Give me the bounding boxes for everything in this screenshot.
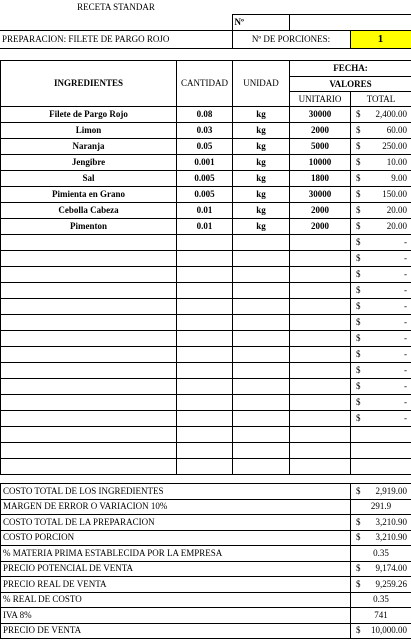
currency-symbol: $ [356,237,361,247]
ingredients-body [1,107,411,475]
summary-value[interactable] [351,530,411,546]
currency-symbol: $ [356,333,361,343]
summary-label: COSTO PORCION [1,530,351,546]
ingredient-row [1,171,411,187]
empty-cell[interactable] [1,235,177,251]
ingredient-name[interactable]: Filete de Pargo Rojo [1,107,177,123]
money-wrap [353,286,409,295]
empty-row [1,267,411,283]
ingredient-unit[interactable]: kg [233,123,290,139]
header-table [0,0,411,60]
portions-value[interactable]: 1 [350,30,411,48]
ingredient-row [1,219,411,235]
empty-cell[interactable] [233,267,290,283]
summary-row [1,499,411,515]
empty-row [1,331,411,347]
currency-symbol: $ [356,317,361,327]
summary-table [0,483,411,639]
money-value: 60.00 [386,125,407,135]
summary-row [1,530,411,546]
empty-cell[interactable] [233,443,290,459]
empty-cell[interactable] [177,347,233,363]
empty-cell[interactable] [233,363,290,379]
ingredient-unit[interactable]: kg [233,219,290,235]
currency-symbol: $ [356,397,361,407]
currency-symbol: $ [356,253,361,263]
ingredient-name[interactable]: Cebolla Cabeza [1,203,177,219]
currency-symbol: $ [356,381,361,391]
summary-value[interactable]: 0.35 [351,546,411,562]
money-wrap [353,238,409,247]
ingredient-row [1,187,411,203]
summary-value[interactable] [351,515,411,531]
empty-cell[interactable] [290,395,351,411]
ingredient-price[interactable]: 1800 [290,171,351,187]
col-cantidad: CANTIDAD [177,61,233,107]
empty-cell[interactable] [177,331,233,347]
ingredient-qty[interactable]: 0.08 [177,107,233,123]
empty-cell[interactable] [1,315,177,331]
currency-symbol: $ [356,141,361,151]
currency-symbol: $ [356,173,361,183]
money-value: 150.00 [382,189,407,199]
money-value: 9,259.26 [375,578,407,589]
empty-cell[interactable] [233,235,290,251]
money-value: 2,919.00 [375,485,407,496]
empty-cell[interactable] [1,331,177,347]
portions-label: Nº DE PORCIONES: [232,30,350,48]
currency-symbol: $ [356,578,361,589]
money-value: 10,000.00 [371,625,407,636]
blank-cell [350,0,411,14]
empty-row [1,299,411,315]
money-wrap [353,206,409,215]
empty-cell[interactable] [290,267,351,283]
money-wrap [353,350,409,359]
money-value: - [404,317,407,327]
money-value: - [404,413,407,423]
ingredient-qty[interactable]: 0.05 [177,139,233,155]
empty-cell[interactable] [351,427,411,443]
col-unitario: UNITARIO [290,92,351,107]
ingredient-name[interactable]: Sal [1,171,177,187]
money-value: 3,210.90 [375,532,407,543]
empty-cell[interactable] [290,411,351,427]
ingredient-total[interactable] [351,107,411,123]
empty-cell[interactable] [233,251,290,267]
money-wrap [353,398,409,407]
empty-cell[interactable] [177,315,233,331]
money-wrap [353,518,409,527]
ingredient-total[interactable] [351,155,411,171]
currency-symbol: $ [356,109,361,119]
money-wrap [353,126,409,135]
empty-cell[interactable] [177,299,233,315]
summary-label: % REAL DE COSTO [1,592,351,608]
ingredient-unit[interactable]: kg [233,107,290,123]
currency-symbol: $ [356,413,361,423]
summary-row [1,592,411,608]
empty-cell[interactable] [177,251,233,267]
empty-total[interactable] [351,347,411,363]
empty-row [1,347,411,363]
empty-cell[interactable] [1,299,177,315]
ingredient-row [1,155,411,171]
empty-total[interactable] [351,315,411,331]
empty-cell[interactable] [177,411,233,427]
empty-total[interactable] [351,299,411,315]
summary-body [1,484,411,639]
empty-cell[interactable] [290,443,351,459]
ingredient-qty[interactable]: 0.01 [177,203,233,219]
blank-cell [232,0,289,14]
summary-row [1,515,411,531]
empty-row [1,443,411,459]
money-wrap [353,190,409,199]
ingredient-row [1,203,411,219]
ingredient-qty[interactable]: 0.01 [177,219,233,235]
summary-value[interactable]: 0.35 [351,592,411,608]
empty-cell[interactable] [290,427,351,443]
empty-cell[interactable] [1,443,177,459]
currency-symbol: $ [356,349,361,359]
empty-cell[interactable] [1,395,177,411]
empty-row [1,283,411,299]
money-wrap [353,254,409,263]
empty-cell[interactable] [290,251,351,267]
empty-row [1,235,411,251]
money-value: - [404,333,407,343]
numero-label: Nº [232,14,289,30]
empty-row [1,379,411,395]
empty-total[interactable] [351,267,411,283]
money-wrap [353,222,409,231]
ingredient-price[interactable]: 2000 [290,123,351,139]
empty-cell[interactable] [233,379,290,395]
col-valores: VALORES [290,77,411,92]
empty-cell[interactable] [290,299,351,315]
currency-symbol: $ [356,125,361,135]
empty-row [1,315,411,331]
ingredient-total[interactable] [351,187,411,203]
summary-label: PRECIO DE VENTA [1,623,351,639]
empty-row [1,363,411,379]
empty-cell[interactable] [1,283,177,299]
summary-value[interactable]: 741 [351,608,411,624]
empty-row [1,411,411,427]
blank-cell [0,14,232,30]
numero-value[interactable] [289,14,411,30]
ingredient-total[interactable] [351,203,411,219]
money-value: 20.00 [386,205,407,215]
money-wrap [353,318,409,327]
money-wrap [353,626,409,635]
summary-label: PRECIO POTENCIAL DE VENTA [1,561,351,577]
empty-total[interactable] [351,363,411,379]
empty-cell[interactable] [1,427,177,443]
currency-symbol: $ [356,221,361,231]
ingredient-name[interactable]: Pimienta en Grano [1,187,177,203]
recipe-title: RECETA STANDAR [77,1,155,12]
summary-row [1,577,411,593]
empty-total[interactable] [351,379,411,395]
ingredient-price[interactable]: 5000 [290,139,351,155]
ingredient-price[interactable]: 10000 [290,155,351,171]
ingredient-price[interactable]: 30000 [290,107,351,123]
empty-total[interactable] [351,395,411,411]
money-wrap [353,174,409,183]
empty-total[interactable] [351,411,411,427]
money-value: 2,400.00 [375,109,407,119]
currency-symbol: $ [356,563,361,574]
summary-row [1,608,411,624]
ingredient-unit[interactable]: kg [233,203,290,219]
summary-label: MARGEN DE ERROR O VARIACION 10% [1,499,351,515]
summary-label: COSTO TOTAL DE LA PREPARACION [1,515,351,531]
ingredient-name[interactable]: Pimenton [1,219,177,235]
money-wrap [353,110,409,119]
ingredient-name[interactable]: Limon [1,123,177,139]
ingredient-name[interactable]: Jengibre [1,155,177,171]
empty-cell[interactable] [1,459,177,475]
empty-cell[interactable] [1,363,177,379]
empty-cell[interactable] [177,459,233,475]
money-value: 20.00 [386,221,407,231]
money-wrap [353,270,409,279]
money-wrap [353,142,409,151]
summary-row [1,484,411,500]
ingredient-total[interactable] [351,123,411,139]
empty-cell[interactable] [233,427,290,443]
ingredient-unit[interactable]: kg [233,155,290,171]
summary-row [1,546,411,562]
currency-symbol: $ [356,269,361,279]
money-value: - [404,269,407,279]
empty-cell[interactable] [177,443,233,459]
summary-label: IVA 8% [1,608,351,624]
empty-cell[interactable] [233,315,290,331]
currency-symbol: $ [356,205,361,215]
currency-symbol: $ [356,285,361,295]
currency-symbol: $ [356,516,361,527]
money-wrap [353,382,409,391]
ingredient-total[interactable] [351,219,411,235]
empty-row [1,459,411,475]
empty-cell[interactable] [177,267,233,283]
money-wrap [353,564,409,573]
money-wrap [353,158,409,167]
money-wrap [353,580,409,589]
ingredient-unit[interactable]: kg [233,187,290,203]
empty-cell[interactable] [177,427,233,443]
empty-cell[interactable] [233,459,290,475]
currency-symbol: $ [356,532,361,543]
empty-row [1,427,411,443]
summary-value[interactable] [351,561,411,577]
spacer-row [0,48,411,60]
currency-symbol: $ [356,485,361,496]
empty-cell[interactable] [177,395,233,411]
ingredient-price[interactable]: 30000 [290,187,351,203]
summary-value[interactable] [351,623,411,639]
empty-cell[interactable] [290,459,351,475]
ingredient-qty[interactable]: 0.005 [177,187,233,203]
ingredient-unit[interactable]: kg [233,171,290,187]
ingredient-total[interactable] [351,171,411,187]
summary-value[interactable] [351,484,411,500]
money-value: 250.00 [382,141,407,151]
ingredient-row [1,139,411,155]
col-total: TOTAL [351,92,411,107]
empty-cell[interactable] [177,379,233,395]
ingredient-unit[interactable]: kg [233,139,290,155]
money-value: - [404,253,407,263]
col-unidad: UNIDAD [233,61,290,107]
empty-cell[interactable] [290,235,351,251]
money-wrap [353,487,409,496]
empty-cell[interactable] [290,379,351,395]
empty-cell[interactable] [177,283,233,299]
empty-total[interactable] [351,235,411,251]
money-value: - [404,301,407,311]
currency-symbol: $ [356,365,361,375]
money-value: - [404,237,407,247]
money-wrap [353,366,409,375]
empty-cell[interactable] [290,363,351,379]
empty-cell[interactable] [233,395,290,411]
empty-cell[interactable] [177,363,233,379]
money-wrap [353,302,409,311]
summary-value[interactable] [351,577,411,593]
ingredient-price[interactable]: 2000 [290,219,351,235]
empty-cell[interactable] [233,347,290,363]
ingredient-price[interactable]: 2000 [290,203,351,219]
money-value: - [404,285,407,295]
empty-cell[interactable] [1,251,177,267]
money-value: 9.00 [391,173,407,183]
money-value: 3,210.90 [375,516,407,527]
money-value: - [404,365,407,375]
empty-cell[interactable] [290,347,351,363]
currency-symbol: $ [356,625,361,636]
money-wrap [353,533,409,542]
empty-cell[interactable] [290,315,351,331]
summary-row [1,623,411,639]
ingredient-qty[interactable]: 0.03 [177,123,233,139]
col-ingredientes: INGREDIENTES [1,61,177,107]
empty-cell[interactable] [351,443,411,459]
money-wrap [353,334,409,343]
money-value: - [404,349,407,359]
empty-cell[interactable] [233,283,290,299]
empty-cell[interactable] [177,235,233,251]
money-value: 9,174.00 [375,563,407,574]
money-wrap [353,414,409,423]
currency-symbol: $ [356,189,361,199]
col-fecha: FECHA: [290,61,411,77]
ingredient-total[interactable] [351,139,411,155]
empty-cell[interactable] [233,331,290,347]
ingredient-row [1,107,411,123]
empty-cell[interactable] [1,379,177,395]
empty-total[interactable] [351,283,411,299]
empty-total[interactable] [351,251,411,267]
empty-cell[interactable] [1,347,177,363]
summary-label: % MATERIA PRIMA ESTABLECIDA POR LA EMPRESA [1,546,351,562]
empty-cell[interactable] [233,411,290,427]
ingredient-name[interactable]: Naranja [1,139,177,155]
ingredient-qty[interactable]: 0.005 [177,171,233,187]
preparation-label: PREPARACION: FILETE DE PARGO ROJO [0,30,232,48]
ingredient-qty[interactable]: 0.001 [177,155,233,171]
empty-cell[interactable] [233,299,290,315]
summary-label: COSTO TOTAL DE LOS INGREDIENTES [1,484,351,500]
ingredient-row [1,123,411,139]
ingredients-table [0,60,411,475]
money-value: 10.00 [386,157,407,167]
empty-cell[interactable] [1,267,177,283]
empty-cell[interactable] [351,459,411,475]
empty-row [1,251,411,267]
empty-total[interactable] [351,331,411,347]
currency-symbol: $ [356,157,361,167]
summary-label: PRECIO REAL DE VENTA [1,577,351,593]
empty-row [1,395,411,411]
money-value: - [404,381,407,391]
blank-cell [289,0,350,14]
empty-cell[interactable] [1,411,177,427]
currency-symbol: $ [356,301,361,311]
empty-cell[interactable] [290,331,351,347]
summary-value[interactable]: 291.9 [351,499,411,515]
summary-row [1,561,411,577]
empty-cell[interactable] [290,283,351,299]
money-value: - [404,397,407,407]
